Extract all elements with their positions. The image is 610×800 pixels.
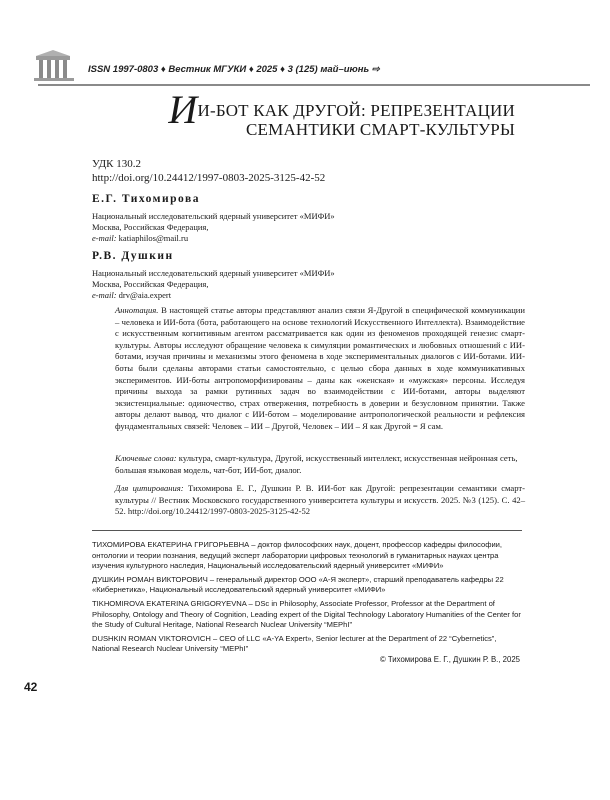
author-2 bbox=[92, 250, 335, 301]
bio-paragraph: TIKHOMIROVA EKATERINA GRIGORYEVNA – DSc in Philosophy, Associate Professor, Professor at the Department of Philosophy, Ontology and Theory of Cognition, Leading expert of the Digital Technology Laboratory Humanities of the Center for the Study of Cultural Heritage, National Research Nuclear University “MEPhI” bbox=[92, 598, 521, 630]
abstract-text: В настоящей статье авторы представляют анализ связи Я-Другой в специфической коммуникации – человека и ИИ-бота (бота, работающего на основе технологий Искусственного Интеллекта). Взаимодействие с искусственным когнитивным агентом рассматривается как один из феноменов проходящей генезис смарт-культуры. Авторы исследуют обращение человека к симуляции романтических и любовных отношений с ИИ-ботами, изучая причины и механизмы этого феномена в ходе экспериментальных диалогов с ИИ-ботами. ИИ-боты были сделаны авторами статьи самостоятельно, с целью сбора данных в ходе коммуникативных экспериментов. ИИ-боты антропоморфизированы – даны как «женская» и «мужская» персоны. Исследуя причины выхода за рамки рутинных задач во взаимодействии с ИИ-ботами, авторы выделяют экзистенциальные: одиночество, страх отвержения, потребность в доверии и безусловном принятии. Также авторы делают вывод, что диалог с ИИ-ботом – моделирование антропологической реальности и рефлексия фундаментальных связей: Человек – ИИ – Другой, Человек – ИИ – Я как Другой = Я сам. bbox=[115, 305, 525, 431]
title-line-2: СЕМАНТИКИ СМАРТ-КУЛЬТУРЫ bbox=[246, 120, 515, 139]
copyright-notice: © Тихомирова Е. Г., Душкин Р. В., 2025 bbox=[379, 655, 520, 664]
doi-link[interactable]: http://doi.org/10.24412/1997-0803-2025-3125-42-52 bbox=[92, 172, 326, 184]
author-name: Е.Г. Тихомирова bbox=[92, 193, 200, 205]
author-email[interactable]: drv@aia.expert bbox=[118, 290, 172, 300]
citation-text: Тихомирова Е. Г., Душкин Р. В. ИИ-бот как Другой: репрезентации семантики смарт-культуры // Вестник Московского государственного университета культуры и искусств. 2025. №3 (125). С. 42–52. http://doi.org/10.24412/1997-0803-2025-3125-42-52 bbox=[115, 483, 525, 517]
email-label: e-mail: bbox=[92, 290, 117, 300]
bio-paragraph: ТИХОМИРОВА ЕКАТЕРИНА ГРИГОРЬЕВНА – доктор философских наук, доцент, профессор кафедры философии, онтологии и теории познания, ведущий эксперт лаборатории цифровых технологий в гуманитарных науках центра изучения культурного наследия, Национальный исследовательский ядерный университет «МИФИ» bbox=[92, 540, 503, 571]
author-1 bbox=[92, 193, 335, 244]
abstract bbox=[115, 305, 525, 433]
author-affiliation: Национальный исследовательский ядерный университет «МИФИ» bbox=[92, 268, 335, 278]
keywords-label: Ключевые слова: bbox=[115, 453, 177, 463]
section-divider bbox=[92, 530, 522, 531]
journal-logo-icon bbox=[30, 50, 78, 84]
author-email[interactable]: katiaphilos@mail.ru bbox=[118, 233, 189, 243]
article-title bbox=[168, 87, 515, 139]
title-line-1: И-БОТ КАК ДРУГОЙ: РЕПРЕЗЕНТАЦИИ bbox=[197, 101, 515, 120]
journal-header bbox=[30, 50, 590, 90]
bio-paragraph: ДУШКИН РОМАН ВИКТОРОВИЧ – генеральный директор ООО «А-Я эксперт», старший преподаватель кафедры 22 «Кибернетика», Национальный исследовательский ядерный университет «МИФИ» bbox=[92, 574, 504, 595]
keywords-text: культура, смарт-культура, Другой, искусственный интеллект, искусственная нейронная сеть, большая языковая модель, чат-бот, ИИ-бот, диалог. bbox=[115, 453, 518, 475]
udc-code: УДК 130.2 bbox=[92, 158, 142, 170]
abstract-label: Аннотация. bbox=[115, 305, 159, 315]
citation-label: Для цитирования: bbox=[115, 483, 184, 493]
header-rule bbox=[38, 84, 590, 86]
author-bios bbox=[92, 540, 522, 658]
email-label: e-mail: bbox=[92, 233, 117, 243]
author-name: Р.В. Душкин bbox=[92, 250, 174, 262]
keywords bbox=[115, 453, 525, 476]
author-city: Москва, Российская Федерация, bbox=[92, 222, 209, 232]
title-initial: И bbox=[168, 87, 198, 132]
article-meta bbox=[92, 157, 325, 185]
journal-issue-line: ISSN 1997-0803 ♦ Вестник МГУКИ ♦ 2025 ♦ 3 (125) май–июнь ⇨ bbox=[88, 64, 380, 75]
page-number: 42 bbox=[24, 680, 38, 694]
bio-paragraph: DUSHKIN ROMAN VIKTOROVICH – CEO of LLC «A-YA Expert», Senior lecturer at the Department of 22 “Cybernetics”, National Research Nuclear University “MEPhI” bbox=[92, 633, 497, 654]
citation bbox=[115, 483, 525, 518]
author-affiliation: Национальный исследовательский ядерный университет «МИФИ» bbox=[92, 211, 335, 221]
author-city: Москва, Российская Федерация, bbox=[92, 279, 209, 289]
